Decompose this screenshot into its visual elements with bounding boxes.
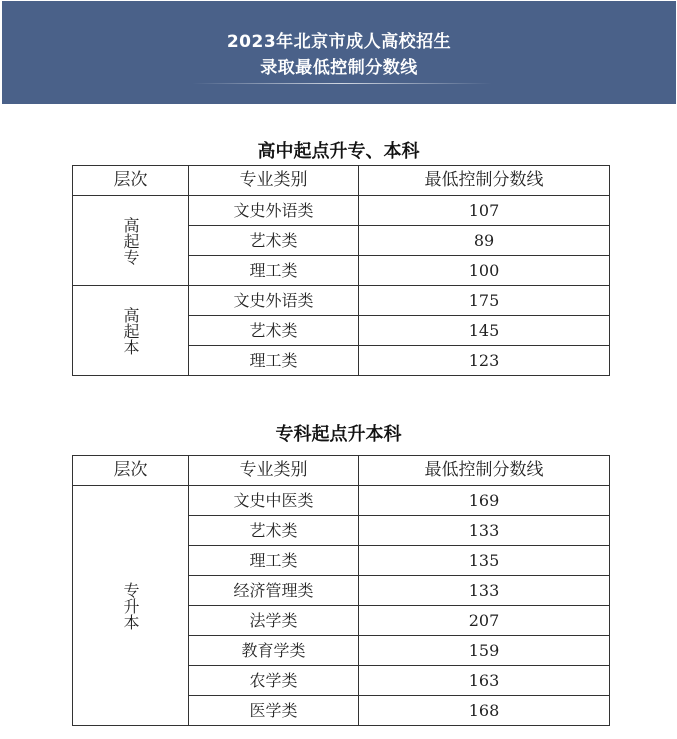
level-cell [73, 196, 189, 286]
category-cell: 教育学类 [189, 636, 359, 666]
category-cell: 农学类 [189, 666, 359, 696]
score-cell: 135 [359, 546, 610, 576]
table-row [73, 286, 610, 316]
score-cell: 107 [359, 196, 610, 226]
category-cell: 经济管理类 [189, 576, 359, 606]
level-cell [73, 486, 189, 726]
category-cell: 文史外语类 [189, 286, 359, 316]
score-cell: 163 [359, 666, 610, 696]
score-cell: 169 [359, 486, 610, 516]
category-cell: 艺术类 [189, 226, 359, 256]
header-level: 层次 [73, 456, 189, 486]
category-cell: 艺术类 [189, 316, 359, 346]
score-cell: 123 [359, 346, 610, 376]
score-cell: 89 [359, 226, 610, 256]
section1-table [72, 165, 610, 376]
header-level: 层次 [73, 166, 189, 196]
table-row [73, 196, 610, 226]
score-cell: 133 [359, 516, 610, 546]
section1-title: 高中起点升专、本科 [257, 141, 420, 162]
level-label: 专升本 [121, 581, 140, 630]
table-row [73, 486, 610, 516]
header-banner [2, 1, 676, 104]
banner-title-line1: 2023年北京市成人高校招生 [226, 32, 452, 52]
category-cell: 文史中医类 [189, 486, 359, 516]
level-label: 高起专 [121, 216, 140, 265]
banner-divider [192, 83, 492, 84]
score-cell: 168 [359, 696, 610, 726]
banner-title-line2: 录取最低控制分数线 [260, 58, 418, 78]
level-label: 高起本 [121, 306, 140, 355]
header-score: 最低控制分数线 [359, 166, 610, 196]
score-cell: 159 [359, 636, 610, 666]
header-category: 专业类别 [189, 456, 359, 486]
score-cell: 207 [359, 606, 610, 636]
header-score: 最低控制分数线 [359, 456, 610, 486]
category-cell: 理工类 [189, 346, 359, 376]
score-cell: 100 [359, 256, 610, 286]
table-header-row [73, 456, 610, 486]
category-cell: 法学类 [189, 606, 359, 636]
score-cell: 175 [359, 286, 610, 316]
level-cell [73, 286, 189, 376]
score-cell: 133 [359, 576, 610, 606]
category-cell: 医学类 [189, 696, 359, 726]
category-cell: 艺术类 [189, 516, 359, 546]
section2-table [72, 455, 610, 726]
section2-title: 专科起点升本科 [275, 424, 402, 445]
header-category: 专业类别 [189, 166, 359, 196]
category-cell: 文史外语类 [189, 196, 359, 226]
category-cell: 理工类 [189, 546, 359, 576]
table-header-row [73, 166, 610, 196]
category-cell: 理工类 [189, 256, 359, 286]
score-cell: 145 [359, 316, 610, 346]
